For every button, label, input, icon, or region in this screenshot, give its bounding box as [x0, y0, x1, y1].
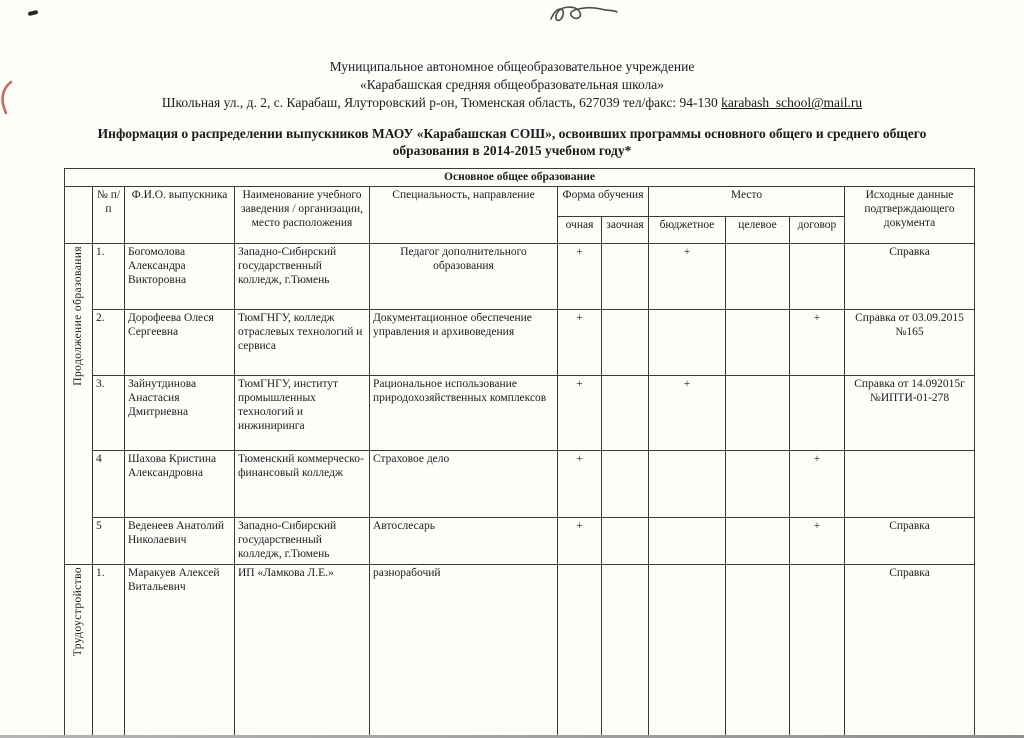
- pen-scribble-icon: [548, 3, 620, 27]
- cell-fio: Маракуев Алексей Витальевич: [125, 564, 235, 738]
- cell-num: 2.: [93, 310, 125, 376]
- cell-source: Справка: [845, 564, 975, 738]
- cell-budget: +: [649, 376, 726, 451]
- cell-source: Справка от 03.09.2015 №165: [845, 310, 975, 376]
- cell-full-time: +: [558, 310, 602, 376]
- cell-num: 5: [93, 518, 125, 564]
- cell-target: [726, 518, 790, 564]
- cell-num: 1.: [93, 564, 125, 738]
- cell-institution: ТюмГНГУ, институт промышленных технологий и инжиниринга: [235, 376, 370, 451]
- cell-fio: Богомолова Александра Викторовна: [125, 244, 235, 310]
- table-row: [65, 451, 975, 518]
- col-header-study-form: Форма обучения: [558, 187, 649, 217]
- col-header-source-doc: Исходные данные подтверждающего документа: [845, 187, 975, 244]
- group-label-education: [65, 244, 93, 564]
- cell-institution: ТюмГНГУ, колледж отраслевых технологий и сервиса: [235, 310, 370, 376]
- table-row: [65, 310, 975, 376]
- table-row: [65, 564, 975, 738]
- cell-budget: [649, 518, 726, 564]
- cell-institution: Тюменский коммерческо-финансовый колледж: [235, 451, 370, 518]
- cell-contract: [790, 244, 845, 310]
- cell-contract: [790, 376, 845, 451]
- cell-full-time: +: [558, 518, 602, 564]
- table-row: [65, 244, 975, 310]
- address-line: [0, 94, 1024, 112]
- document-title: Информация о распределении выпускников МАОУ «Карабашская СОШ», освоивших программы основного общего и среднего общего образования в 2014-2015 учебном году*: [97, 126, 927, 159]
- section-header-row: [65, 168, 975, 187]
- cell-specialty: Документационное обеспечение управления и архивоведения: [370, 310, 558, 376]
- cell-full-time: +: [558, 376, 602, 451]
- cell-contract: +: [790, 518, 845, 564]
- cell-num: 3.: [93, 376, 125, 451]
- cell-institution: ИП «Ламкова Л.Е.»: [235, 564, 370, 738]
- group-label-text: Трудоустройство: [71, 566, 84, 656]
- col-header-full-time: очная: [558, 217, 602, 244]
- cell-full-time: +: [558, 451, 602, 518]
- col-header-fio: Ф.И.О. выпускника: [125, 187, 235, 244]
- cell-part-time: [602, 564, 649, 738]
- cell-institution: Западно-Сибирский государственный колледж, г.Тюмень: [235, 518, 370, 564]
- column-header-row: [65, 187, 975, 217]
- red-pen-mark: [0, 80, 14, 116]
- col-header-specialty: Специальность, направление: [370, 187, 558, 244]
- cell-fio: Веденеев Анатолий Николаевич: [125, 518, 235, 564]
- cell-part-time: [602, 310, 649, 376]
- cell-contract: [790, 564, 845, 738]
- school-name-line: «Карабашская средняя общеобразовательная школа»: [359, 77, 665, 93]
- cell-target: [726, 376, 790, 451]
- cell-part-time: [602, 376, 649, 451]
- cell-target: [726, 310, 790, 376]
- cell-specialty: Педагог дополнительного образования: [370, 244, 558, 310]
- cell-full-time: [558, 564, 602, 738]
- col-header-contract: договор: [790, 217, 845, 244]
- cell-specialty: Автослесарь: [370, 518, 558, 564]
- cell-institution: Западно-Сибирский государственный колледж, г.Тюмень: [235, 244, 370, 310]
- cell-num: 4: [93, 451, 125, 518]
- cell-part-time: [602, 518, 649, 564]
- cell-full-time: +: [558, 244, 602, 310]
- col-header-num: № п/п: [93, 187, 125, 244]
- cell-part-time: [602, 451, 649, 518]
- document-header: [0, 0, 1024, 112]
- cell-fio: Дорофеева Олеся Сергеевна: [125, 310, 235, 376]
- table-row: [65, 518, 975, 564]
- section-title: Основное общее образование: [65, 168, 975, 187]
- cell-source: [845, 451, 975, 518]
- col-header-place: Место: [649, 187, 845, 217]
- cell-specialty: Страховое дело: [370, 451, 558, 518]
- cell-specialty: разнорабочий: [370, 564, 558, 738]
- org-name-line: Муниципальное автономное общеобразовательное учреждение: [329, 59, 695, 74]
- col-header-part-time: заочная: [602, 217, 649, 244]
- group-label-text: Продолжение образования: [71, 246, 84, 387]
- cell-budget: +: [649, 244, 726, 310]
- table-row: [65, 376, 975, 451]
- cell-budget: [649, 451, 726, 518]
- col-header-institution: Наименование учебного заведения / организации, место расположения: [235, 187, 370, 244]
- cell-source: Справка: [845, 244, 975, 310]
- cell-budget: [649, 564, 726, 738]
- cell-fio: Шахова Кристина Александровна: [125, 451, 235, 518]
- col-header-target: целевое: [726, 217, 790, 244]
- group-label-employment: [65, 564, 93, 738]
- cell-source: Справка от 14.092015г №ИПТИ-01-278: [845, 376, 975, 451]
- cell-specialty: Рациональное использование природохозяйственных комплексов: [370, 376, 558, 451]
- graduates-distribution-table: [64, 168, 975, 738]
- col-header-budget: бюджетное: [649, 217, 726, 244]
- cell-contract: +: [790, 310, 845, 376]
- cell-part-time: [602, 244, 649, 310]
- cell-fio: Зайнутдинова Анастасия Дмитриевна: [125, 376, 235, 451]
- corner-cell: [65, 187, 93, 244]
- cell-target: [726, 564, 790, 738]
- email-link: karabash_school@mail.ru: [721, 95, 863, 111]
- address-text: Школьная ул., д. 2, с. Карабаш, Ялуторовский р-он, Тюменская область, 627039 тел/факс: 94-130: [161, 95, 722, 111]
- cell-target: [726, 244, 790, 310]
- cell-budget: [649, 310, 726, 376]
- cell-target: [726, 451, 790, 518]
- cell-contract: +: [790, 451, 845, 518]
- cell-source: Справка: [845, 518, 975, 564]
- cell-num: 1.: [93, 244, 125, 310]
